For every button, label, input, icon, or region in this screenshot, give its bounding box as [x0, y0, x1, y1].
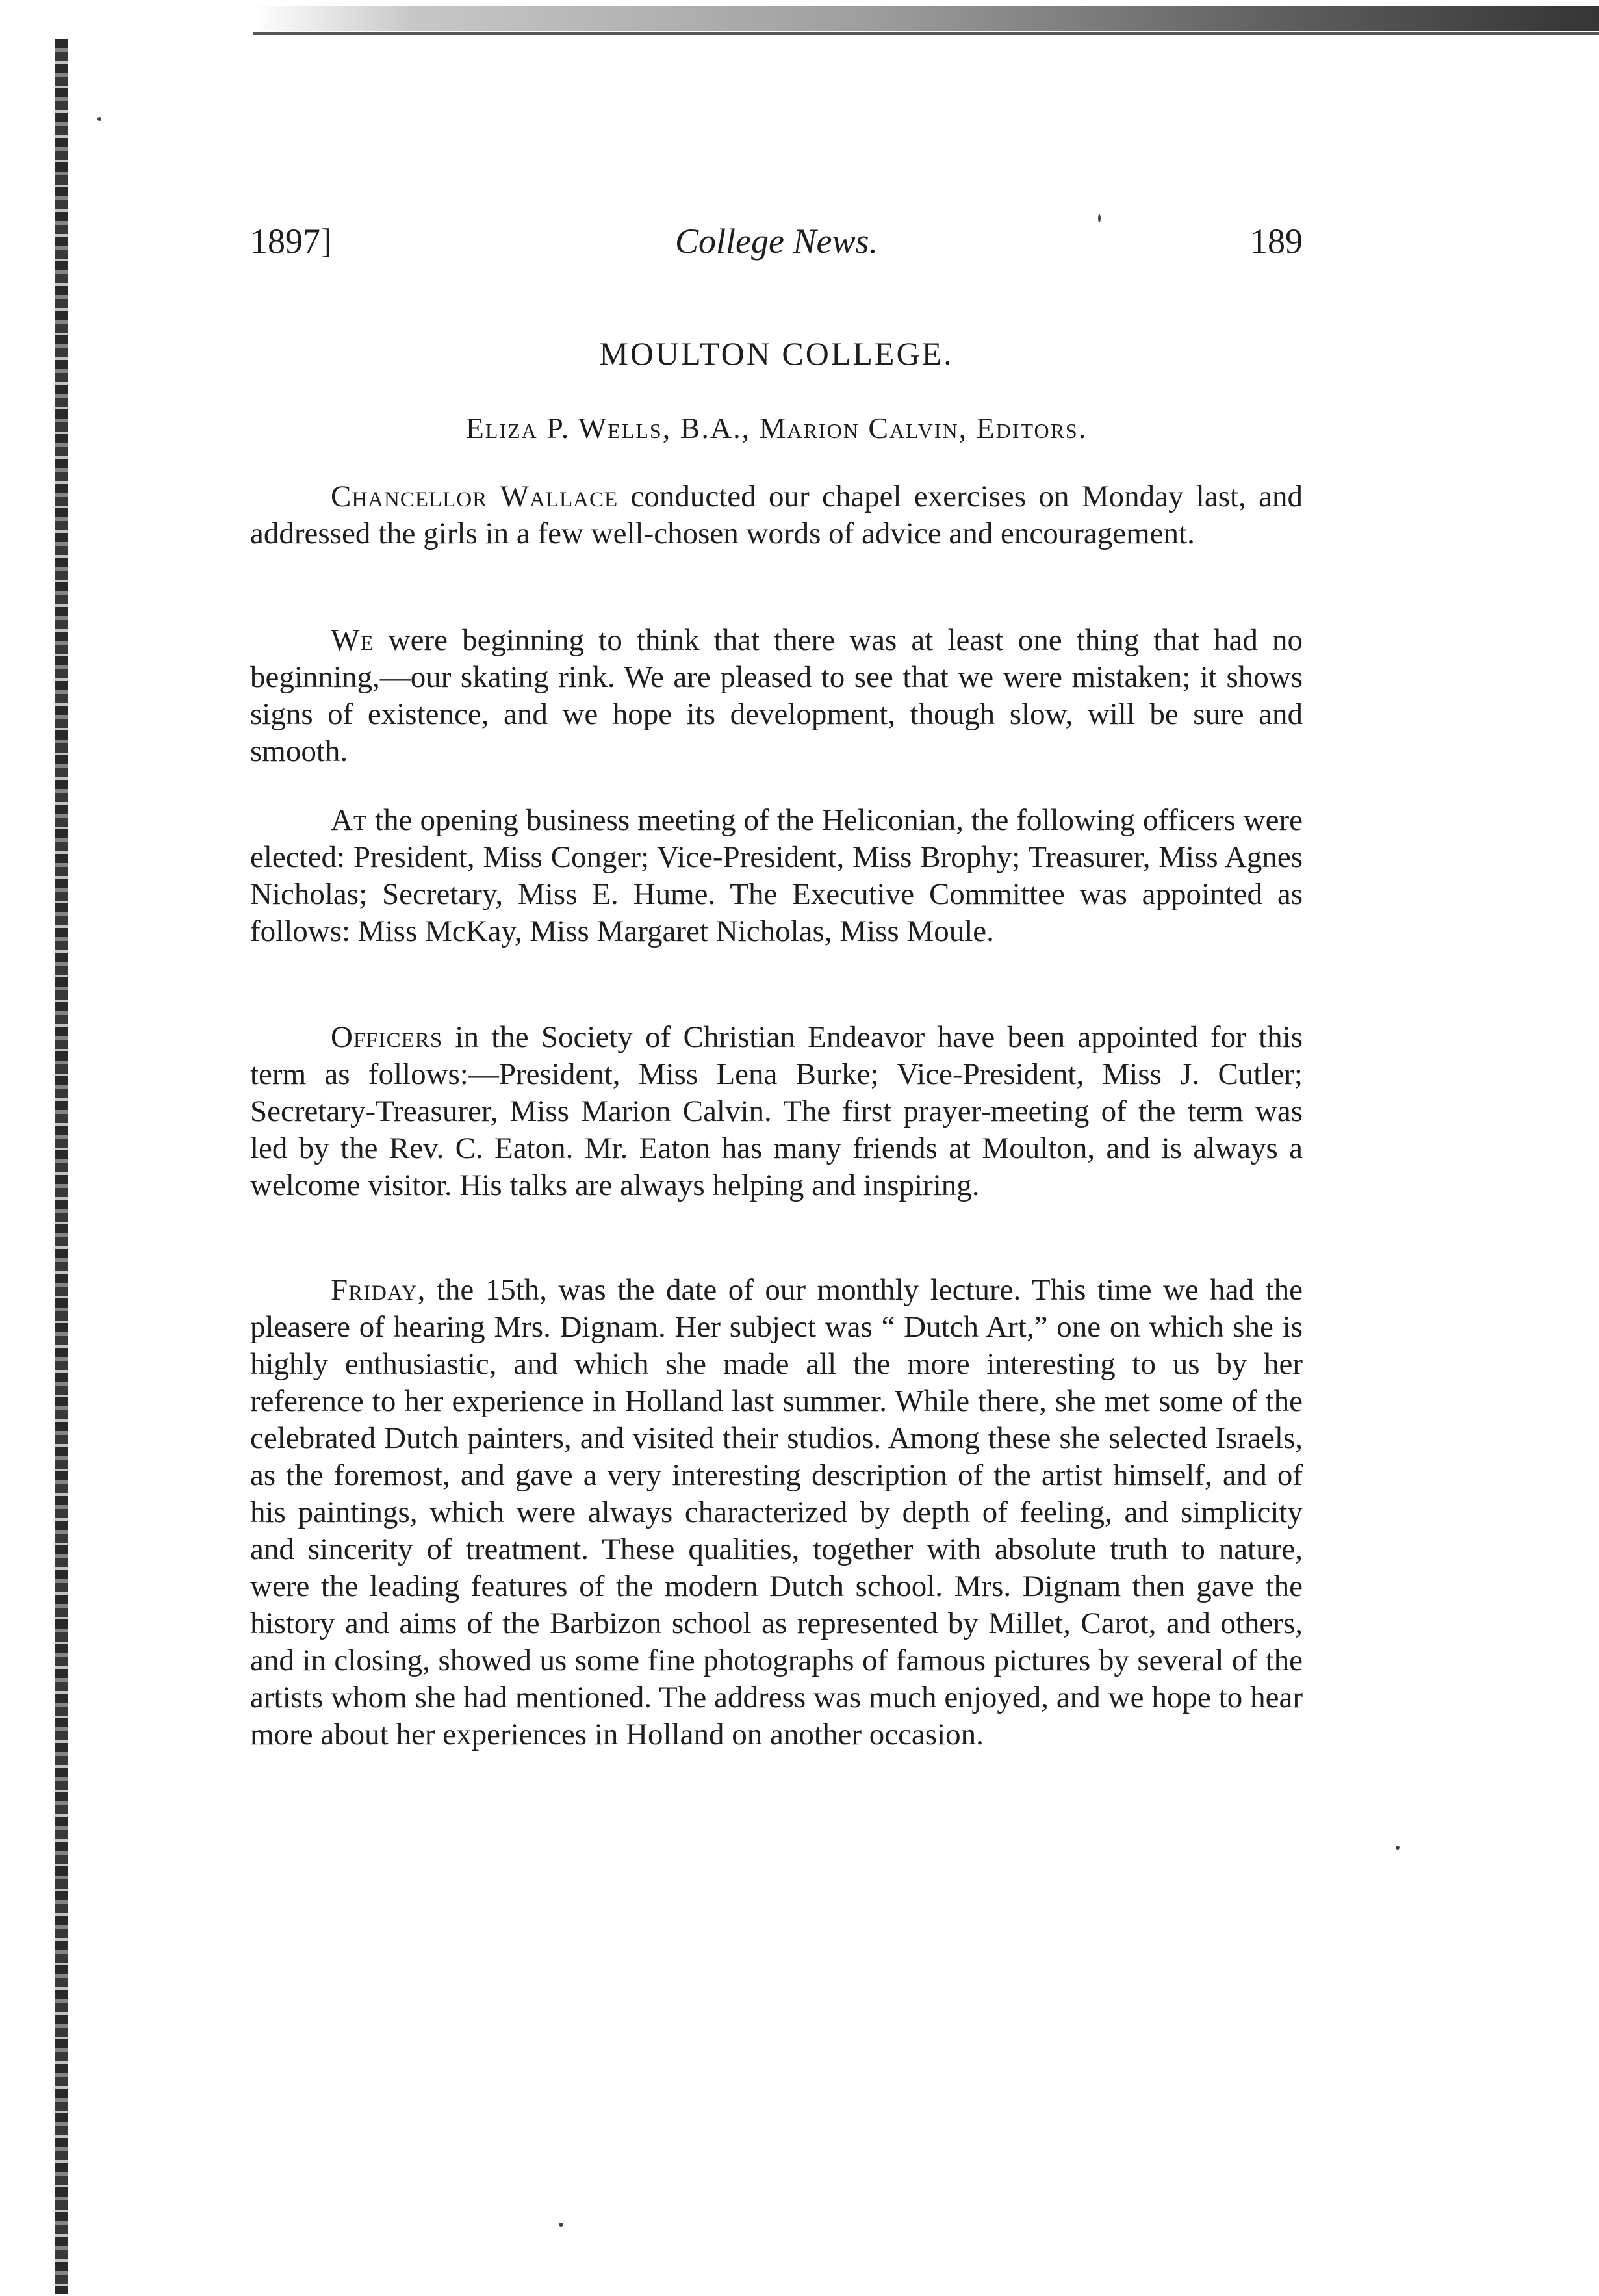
header-title: College News. — [675, 222, 878, 261]
editors-line: Eliza P. Wells, B.A., Marion Calvin, Editors. — [465, 411, 1088, 445]
paragraph-text: the opening business meeting of the Heliconian, the following officers were elected: President, Miss Conger; Vice-President, Miss Brophy; Treasurer, Miss Agnes Nicholas; Secretary, Miss E. Hume. The Executive Committee was appointed as follows: Miss McKay, Miss Margaret Nicholas, Miss Moule. — [250, 803, 1303, 948]
paragraph-skating-rink — [250, 622, 1303, 770]
paragraph-lead: Officers — [331, 1020, 443, 1054]
scan-speck — [97, 117, 101, 121]
paragraph-chapel — [250, 478, 1303, 552]
paragraph-text: , the 15th, was the date of our monthly lecture. This time we had the pleasere of hearing Mrs. Dignam. Her subject was “ Dutch Art,” one on which she is highly enthusiastic, and which she made all the more interesting to us by her reference to her experience in Holland last summer. While there, she met some of the celebrated Dutch painters, and visited their studios. Among these she selected Israels, as the foremost, and gave a very interesting description of the artist himself, and of his paintings, which were always characterized by depth of feeling, and simplicity and sincerity of treatment. These qualities, together with absolute truth to nature, were the leading features of the modern Dutch school. Mrs. Dignam then gave the history and aims of the Barbizon school as represented by Millet, Carot, and others, and in closing, showed us some fine photographs of famous pictures by several of the artists whom she had mentioned. The address was much enjoyed, and we hope to hear more about her experiences in Holland on another occasion. — [250, 1273, 1303, 1751]
section-title: MOULTON COLLEGE. — [599, 335, 954, 372]
paragraph-text: in the Society of Christian Endeavor have been appointed for this term as follows:—President, Miss Lena Burke; Vice-President, Miss J. Cutler; Secretary-Treasurer, Miss Marion Calvin. The first prayer-meeting of the term was led by the Rev. C. Eaton. Mr. Eaton has many friends at Moulton, and is always a welcome visitor. His talks are always helping and inspiring. — [250, 1020, 1303, 1202]
top-rule-line — [253, 32, 1599, 35]
page-number: 189 — [1250, 222, 1303, 261]
running-head — [250, 221, 1303, 279]
header-year: 1897] — [250, 222, 332, 261]
paragraph-lead: At — [331, 803, 368, 837]
paragraph-lead: Friday — [331, 1273, 418, 1307]
top-scan-border — [253, 6, 1599, 31]
paragraph-monthly-lecture — [250, 1272, 1303, 1753]
paragraph-lead: We — [331, 623, 374, 657]
scan-speck — [559, 2223, 563, 2227]
paragraph-lead: Chancellor Wallace — [331, 480, 619, 513]
paragraph-text: were beginning to think that there was at least one thing that had no beginning,—our skating rink. We are pleased to see that we were mistaken; it shows signs of existence, and we hope its development, though slow, will be sure and smooth. — [250, 623, 1303, 768]
paragraph-text: conducted our chapel exercises on Monday last, and addressed the girls in a few well-chosen words of advice and encouragement. — [250, 480, 1303, 550]
paragraph-christian-endeavor — [250, 1019, 1303, 1204]
scan-speck — [1098, 214, 1101, 222]
paragraph-heliconian — [250, 802, 1303, 950]
page-binding-edge — [55, 39, 68, 2294]
scan-speck — [1396, 1846, 1400, 1850]
